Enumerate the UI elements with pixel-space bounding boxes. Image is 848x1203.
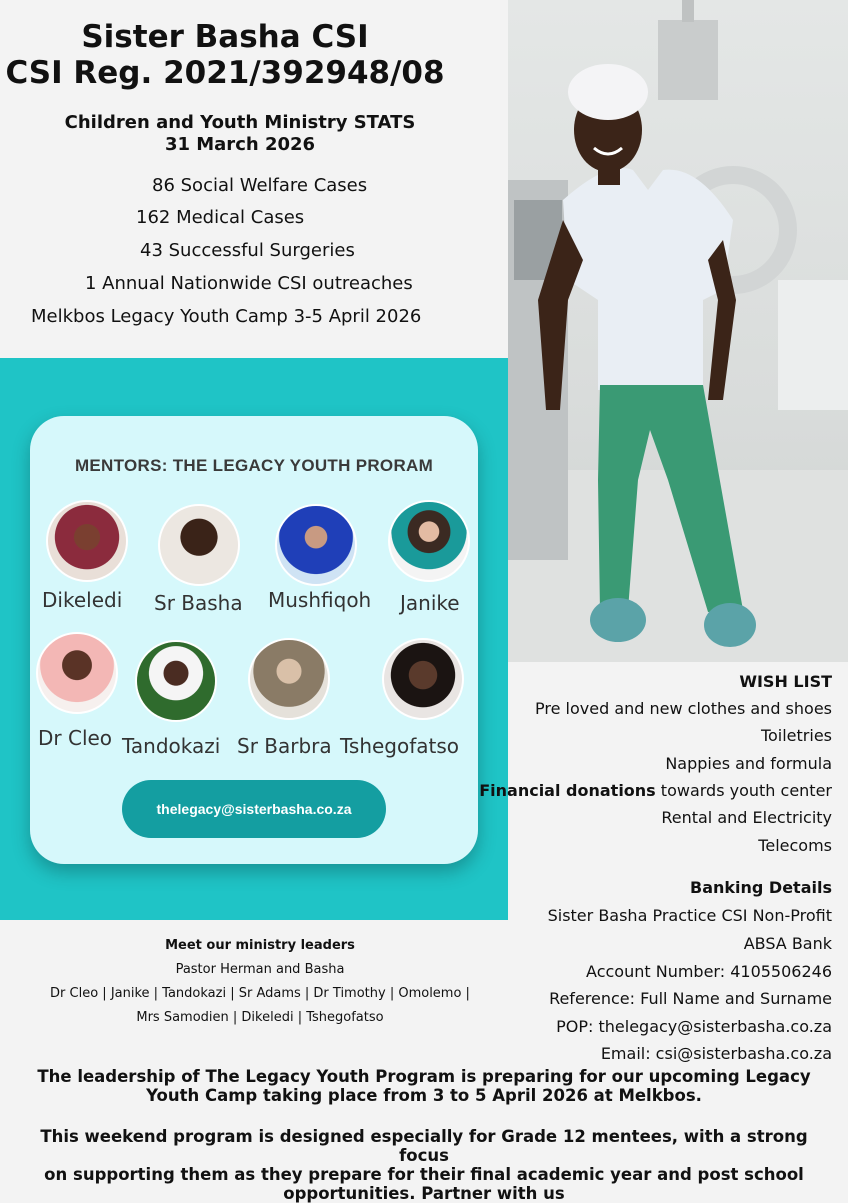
- banking-title: Banking Details: [690, 878, 832, 897]
- stat-social-welfare: 86 Social Welfare Cases: [152, 175, 368, 196]
- mentor-name-mushfiqoh: Mushfiqoh: [268, 588, 372, 612]
- wishlist-title: WISH LIST: [739, 672, 832, 691]
- avatar-mushfiqoh: [275, 504, 357, 586]
- banking-line: ABSA Bank: [743, 934, 832, 953]
- org-title: Sister Basha CSI: [81, 19, 369, 55]
- mentor-name-sr-basha: Sr Basha: [154, 591, 243, 615]
- avatar-tandokazi: [135, 640, 217, 722]
- mentor-name-tshegofatso: Tshegofatso: [340, 734, 460, 758]
- footer-line: Youth Camp taking place from 3 to 5 April 2026 at Melkbos.: [146, 1086, 702, 1105]
- wishlist-item: Telecoms: [758, 836, 832, 855]
- leaders-line: Pastor Herman and Basha: [175, 962, 345, 977]
- stats-heading-date: 31 March 2026: [164, 134, 316, 155]
- mentor-name-sr-barbra: Sr Barbra: [237, 734, 332, 758]
- avatar-janike: [388, 500, 470, 582]
- stat-medical: 162 Medical Cases: [136, 207, 305, 228]
- leaders-line: Dr Cleo | Janike | Tandokazi | Sr Adams | Dr Timothy | Omolemo |: [50, 986, 470, 1001]
- nurse-photo-illustration: [508, 0, 848, 662]
- footer-paragraph-1: [20, 1067, 828, 1105]
- mentor-name-janike: Janike: [400, 591, 460, 615]
- wishlist-financial-bold: Financial donations: [479, 781, 656, 800]
- footer-line: opportunities. Partner with us: [283, 1184, 565, 1203]
- stats-heading: [0, 112, 480, 156]
- footer-line: This weekend program is designed especially for Grade 12 mentees, with a strong focus: [40, 1127, 808, 1165]
- avatar-dikeledi: [46, 500, 128, 582]
- stats-heading-line1: Children and Youth Ministry STATS: [64, 112, 416, 133]
- avatar-sr-basha: [158, 504, 240, 586]
- avatar-tshegofatso: [382, 638, 464, 720]
- banking-line: Email: csi@sisterbasha.co.za: [600, 1044, 832, 1063]
- banking-line: Sister Basha Practice CSI Non-Profit: [547, 906, 832, 925]
- wishlist-item: Nappies and formula: [665, 754, 832, 773]
- leaders-line: Mrs Samodien | Dikeledi | Tshegofatso: [136, 1010, 384, 1025]
- footer-line: The leadership of The Legacy Youth Program is preparing for our upcoming Legacy: [37, 1067, 811, 1086]
- footer-line: on supporting them as they prepare for their final academic year and post school: [44, 1165, 804, 1184]
- banking-line: POP: thelegacy@sisterbasha.co.za: [556, 1017, 832, 1036]
- leaders-title: Meet our ministry leaders: [165, 938, 355, 953]
- mentor-name-dr-cleo: Dr Cleo: [38, 726, 113, 750]
- mentors-card: [30, 416, 478, 864]
- stat-youth-camp: Melkbos Legacy Youth Camp 3-5 April 2026: [31, 306, 422, 327]
- stat-outreaches: 1 Annual Nationwide CSI outreaches: [85, 273, 413, 294]
- stat-surgeries: 43 Successful Surgeries: [140, 240, 355, 261]
- wishlist-financial-rest: towards youth center: [655, 781, 832, 800]
- footer-paragraph-2: [20, 1127, 828, 1203]
- avatar-dr-cleo: [36, 632, 118, 714]
- mentors-title: MENTORS: THE LEGACY YOUTH PRORAM: [74, 456, 434, 475]
- wishlist-item: Toiletries: [760, 726, 832, 745]
- banking-line: Reference: Full Name and Surname: [549, 989, 832, 1008]
- registration-number: CSI Reg. 2021/392948/08: [5, 55, 445, 91]
- mentor-name-tandokazi: Tandokazi: [122, 734, 221, 758]
- avatar-sr-barbra: [248, 638, 330, 720]
- wishlist-item: Pre loved and new clothes and shoes: [535, 699, 832, 718]
- mentors-email-button[interactable]: thelegacy@sisterbasha.co.za: [122, 780, 386, 838]
- nurse-photo: [508, 0, 848, 662]
- wishlist-financial: [479, 781, 832, 800]
- mentor-name-dikeledi: Dikeledi: [42, 588, 123, 612]
- banking-line: Account Number: 4105506246: [586, 962, 832, 981]
- wishlist-item: Rental and Electricity: [661, 808, 832, 827]
